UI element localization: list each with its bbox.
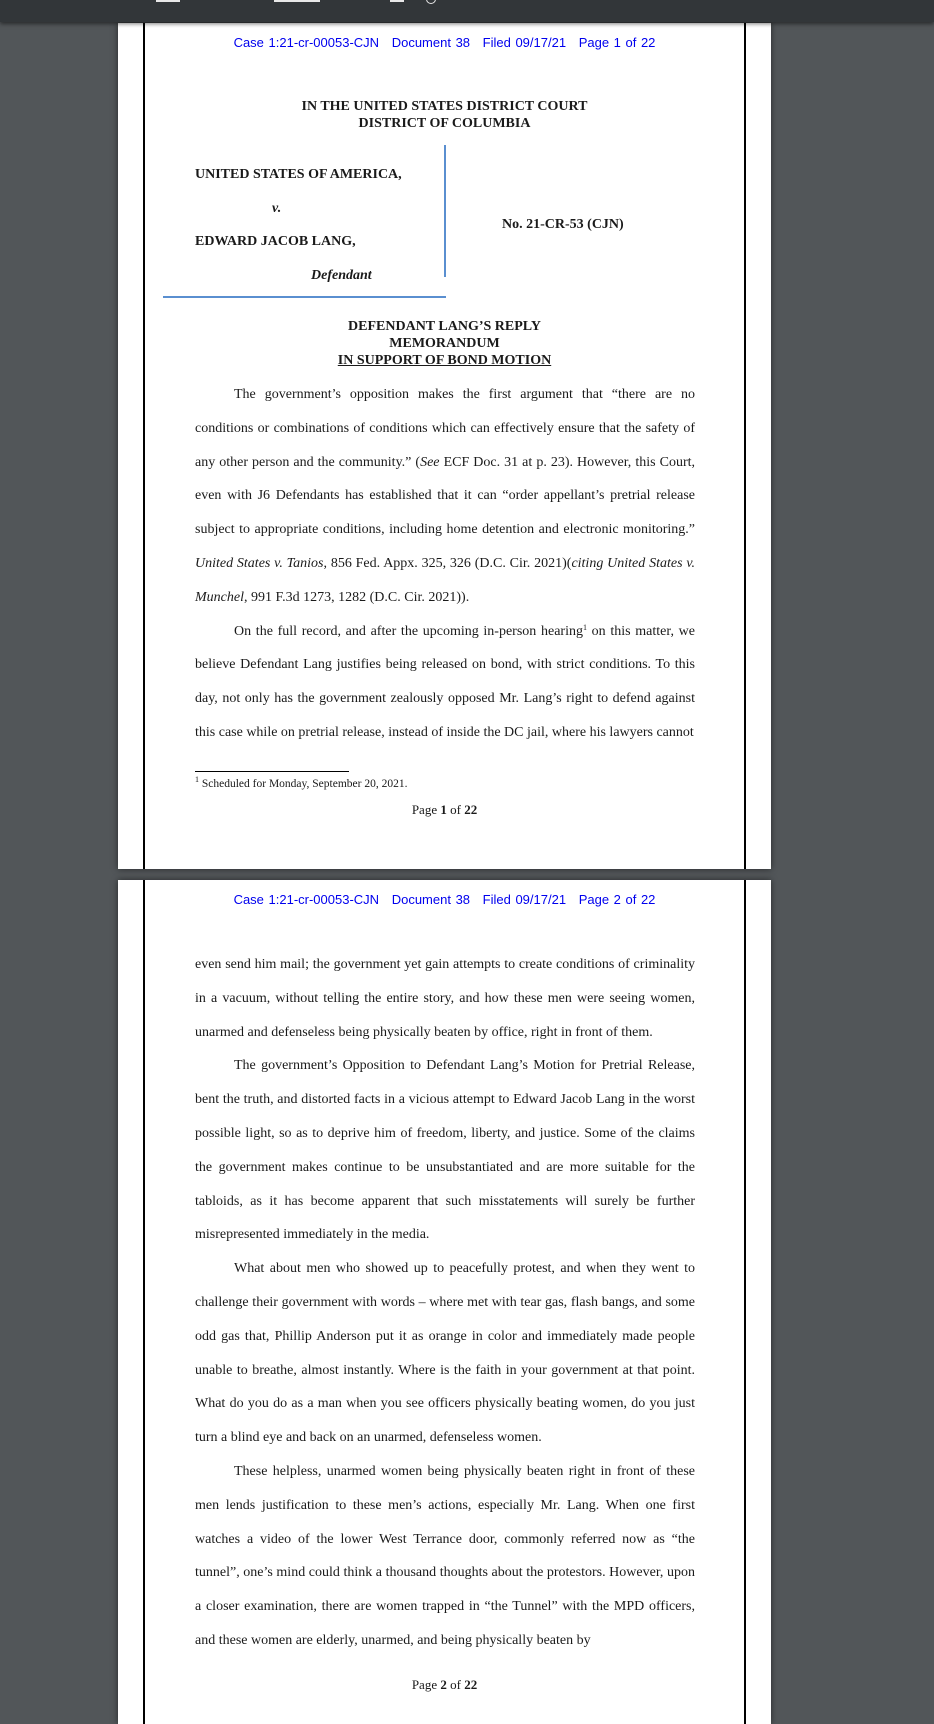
memo-title-line-3: IN SUPPORT OF BOND MOTION xyxy=(337,353,552,368)
paragraph: What about men who showed up to peacefully protest, and when they went to challenge their government with words – where met with tear gas, flash bangs, and some odd gas that, Phillip Anderson put it as orange in color and immediately made people unable to breathe, almost instantly. Where is the faith in your government at that point. What do you do as a man when you see officers physically beating women, do you just turn a blind eye and back on an unarmed, defenseless women. xyxy=(195,1261,695,1446)
memo-title xyxy=(118,318,771,369)
page1-body xyxy=(195,378,695,750)
court-line-2: DISTRICT OF COLUMBIA xyxy=(358,116,531,131)
page-number: Page 1 of 22 xyxy=(411,802,478,817)
margin-line-right xyxy=(744,23,746,869)
court-line-1: IN THE UNITED STATES DISTRICT COURT xyxy=(301,99,588,114)
stamp-page: Page 2 of 22 xyxy=(578,892,656,907)
caption-plaintiff: UNITED STATES OF AMERICA, xyxy=(195,167,402,182)
sidebar-toggle-icon[interactable] xyxy=(156,0,180,2)
memo-title-line-2: MEMORANDUM xyxy=(389,336,500,351)
margin-line-right xyxy=(744,880,746,1724)
stamp-filed: Filed 09/17/21 xyxy=(482,892,567,907)
page-input-icon[interactable] xyxy=(274,0,320,2)
margin-line-left xyxy=(143,23,145,869)
stamp-filed: Filed 09/17/21 xyxy=(482,35,567,50)
caption-versus: v. xyxy=(272,201,282,216)
caption-defendant: EDWARD JACOB LANG, xyxy=(195,234,356,249)
footnote: $^1$ Scheduled for Monday, September 20, 2021. xyxy=(195,775,408,790)
filing-stamp xyxy=(118,892,771,907)
page-number: Page 2 of 22 xyxy=(411,1677,478,1692)
page2-body xyxy=(195,948,695,1658)
caption-divider-vertical xyxy=(444,145,446,277)
stamp-page: Page 1 of 22 xyxy=(578,35,656,50)
stamp-document: Document 38 xyxy=(391,892,471,907)
paragraph: The government’s opposition makes the first argument that “there are no conditions or combinations of conditions which can effectively ensure that the safety of any other person and the community.” (See ECF Doc. 31 at p. 23). However, this Court, even with J6 Defendants has established that it can “order appellant’s pretrial release subject to appropriate conditions, including home detention and electronic monitoring.” United States v. Tanios, 856 Fed. Appx. 325, 326 (D.C. Cir. 2021)(citing United States v. Munchel, 991 F.3d 1273, 1282 (D.C. Cir. 2021)). xyxy=(195,387,696,605)
paragraph: On the full record, and after the upcoming in-person hearing$^1$ on this matter, we believe Defendant Lang justifies being released on bond, with strict conditions. To this day, not only has the government zealously opposed Mr. Lang’s right to defend against this case while on pretrial release, instead of inside the DC jail, where his lawyers cannot xyxy=(195,622,695,740)
caption-divider-horizontal xyxy=(163,296,446,298)
footnote-rule xyxy=(195,771,349,772)
stamp-case: Case 1:21-cr-00053-CJN xyxy=(233,892,380,907)
zoom-icon[interactable] xyxy=(390,0,404,2)
pdf-page-2 xyxy=(118,880,771,1724)
filing-stamp xyxy=(118,35,771,50)
stamp-case: Case 1:21-cr-00053-CJN xyxy=(233,35,380,50)
stamp-document: Document 38 xyxy=(391,35,471,50)
footnote-ref[interactable]: 1 xyxy=(582,622,587,632)
paragraph: even send him mail; the government yet gain attempts to create conditions of criminality in a vacuum, without telling the entire story, and how these men were seeing women, unarmed and defenseless being physically beaten by office, right in front of them. xyxy=(195,957,695,1040)
paragraph: The government’s Opposition to Defendant Lang’s Motion for Pretrial Release, bent the truth, and distorted facts in a vicious attempt to Edward Jacob Lang in the worst possible light, so as to deprive him of freedom, liberty, and justice. Some of the claims the government makes continue to be unsubstantiated and are more suitable for the tabloids, as it has become apparent that such misstatements will surely be further misrepresented immediately in the media. xyxy=(195,1058,695,1243)
viewer-toolbar xyxy=(0,0,934,22)
pdf-page-1 xyxy=(118,23,771,869)
paragraph: These helpless, unarmed women being physically beaten right in front of these men lends justification to these men’s actions, especially Mr. Lang. When one first watches a video of the lower West Terrance door, commonly referred now as “the tunnel”, one’s mind could think a thousand thoughts about the protestors. However, upon a closer examination, there are women trapped in “the Tunnel” with the MPD officers, and these women are elderly, unarmed, and being physically beaten by xyxy=(195,1463,695,1648)
case-number: No. 21-CR-53 (CJN) xyxy=(502,217,624,232)
rotate-icon[interactable] xyxy=(426,0,436,4)
court-heading xyxy=(118,98,771,132)
memo-title-line-1: DEFENDANT LANG’S REPLY xyxy=(348,319,541,334)
caption-defendant-label: Defendant xyxy=(311,268,372,283)
margin-line-left xyxy=(143,880,145,1724)
